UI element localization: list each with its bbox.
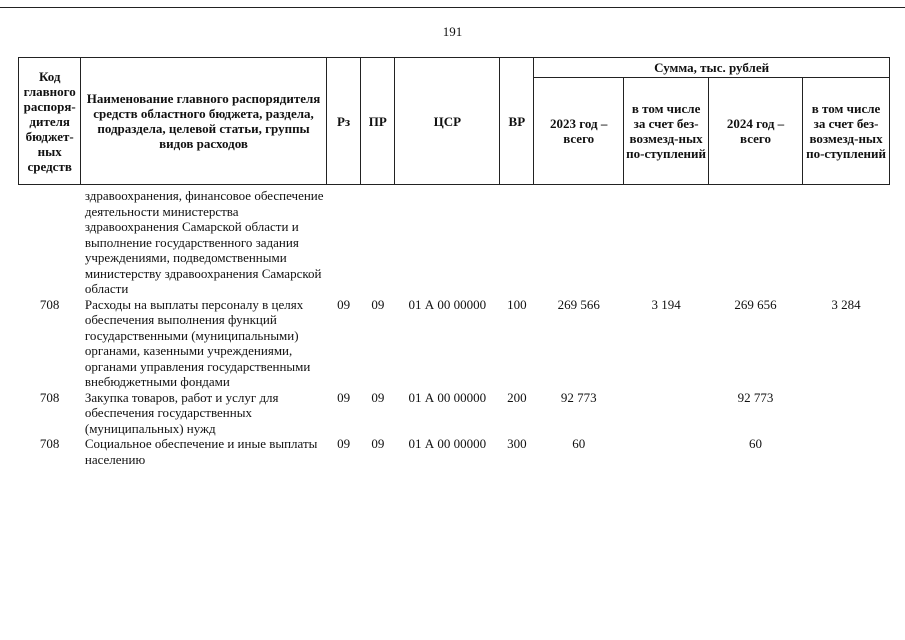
cell-code — [19, 185, 81, 297]
header-2024-free: в том числе за счет без-возмезд-ных по-ступлений — [803, 78, 890, 185]
cell-name: Закупка товаров, работ и услуг для обеспечения государственных (муниципальных) нужд — [84, 389, 279, 436]
table-row — [19, 436, 890, 467]
cell-code: 708 — [39, 436, 60, 451]
table-row — [19, 297, 890, 390]
cell-rz: 09 — [337, 389, 351, 405]
cell-2024-free — [803, 185, 890, 297]
cell-csr: 01 А 00 00000 — [408, 436, 487, 451]
cell-csr — [395, 185, 500, 297]
cell-vr: 200 — [507, 389, 527, 405]
cell-pr: 09 — [371, 436, 385, 451]
header-rz: Рз — [326, 58, 361, 185]
cell-name: здравоохранения, финансовое обеспечение деятельности министерства здравоохранения Самарской области и выполнение государственного задания учреждениями, подведомственными министерству здравоохранения Самарской области — [84, 188, 324, 296]
cell-vr: 300 — [507, 436, 527, 451]
cell-code: 708 — [39, 296, 60, 312]
header-2024-total: 2024 год – всего — [709, 78, 803, 185]
cell-rz — [326, 185, 361, 297]
header-2023-free: в том числе за счет без-возмезд-ных по-ступлений — [624, 78, 709, 185]
cell-2023-free — [624, 390, 709, 437]
cell-rz: 09 — [337, 296, 351, 312]
cell-2024-free — [803, 436, 890, 467]
budget-table — [18, 57, 890, 467]
cell-2023-total — [534, 185, 624, 297]
cell-pr — [361, 185, 395, 297]
cell-2023-total: 92 773 — [560, 389, 597, 405]
cell-2023-free — [624, 185, 709, 297]
cell-code: 708 — [39, 389, 60, 405]
cell-2023-free: 3 194 — [651, 296, 681, 312]
cell-2023-total: 60 — [572, 436, 586, 451]
cell-csr: 01 А 00 00000 — [408, 389, 487, 405]
header-vr: ВР — [500, 58, 534, 185]
cell-csr: 01 А 00 00000 — [408, 296, 487, 312]
header-csr: ЦСР — [395, 58, 500, 185]
cell-pr: 09 — [371, 296, 385, 312]
header-2023-total: 2023 год – всего — [534, 78, 624, 185]
cell-2024-total: 92 773 — [737, 389, 774, 405]
table-row — [19, 390, 890, 437]
top-rule — [0, 7, 905, 8]
cell-2024-free — [803, 390, 890, 437]
header-name: Наименование главного распорядителя средств областного бюджета, раздела, подраздела, целевой статьи, группы видов расходов — [81, 58, 326, 185]
page-number: 191 — [442, 24, 463, 39]
cell-2024-total: 269 656 — [734, 296, 777, 312]
cell-2024-total — [709, 185, 803, 297]
cell-vr — [500, 185, 534, 297]
cell-2023-free — [624, 436, 709, 467]
cell-vr: 100 — [507, 296, 527, 312]
header-sum-group: Сумма, тыс. рублей — [534, 58, 890, 78]
header-code: Код главного распоря-дителя бюджет-ных средств — [19, 58, 81, 185]
cell-name: Расходы на выплаты персоналу в целях обеспечения выполнения функций государственными (муниципальными) органами, казенными учреждениями, органами управления государственными внебюджетными фондами — [84, 296, 311, 389]
cell-pr: 09 — [371, 389, 385, 405]
cell-name: Социальное обеспечение и иные выплаты населению — [84, 436, 318, 467]
cell-2024-total: 60 — [749, 436, 763, 451]
cell-rz: 09 — [337, 436, 351, 451]
cell-2024-free: 3 284 — [831, 296, 861, 312]
table-row — [19, 185, 890, 297]
cell-2023-total: 269 566 — [557, 296, 600, 312]
header-pr: ПР — [361, 58, 395, 185]
